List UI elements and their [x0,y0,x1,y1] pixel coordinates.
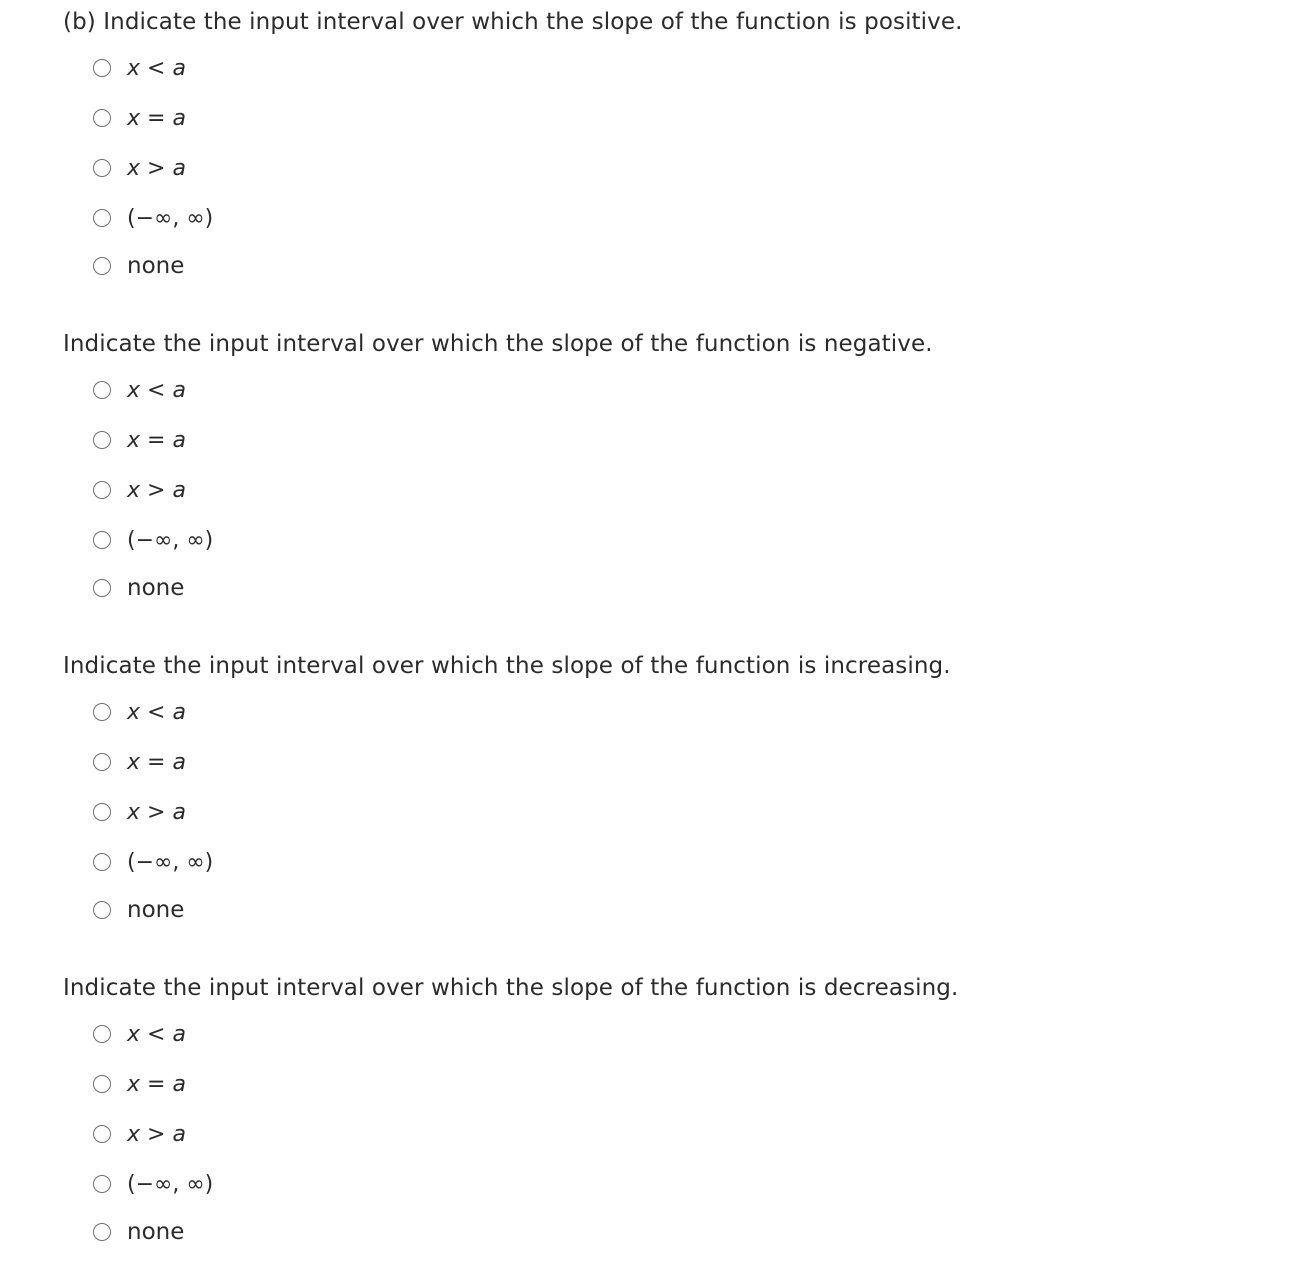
radio-button[interactable] [93,431,111,449]
option-x-equals-a[interactable] [93,748,186,776]
option-none[interactable] [93,574,184,602]
option-x-less-than-a[interactable] [93,698,186,726]
radio-button[interactable] [93,531,111,549]
option-label: none [127,897,185,923]
option-label: x = a [127,427,186,453]
radio-button[interactable] [93,109,111,127]
option-label: x < a [127,699,186,725]
option-label: none [127,253,185,279]
option-label: x > a [127,1121,186,1147]
question-slope-decreasing [63,974,1263,1245]
question-positive-slope [63,8,1263,279]
option-x-equals-a[interactable] [93,1070,186,1098]
radio-button[interactable] [93,1175,111,1193]
option-label: x > a [127,799,186,825]
option-x-less-than-a[interactable] [93,1020,186,1048]
question-prompt: Indicate the input interval over which the slope of the function is negative. [63,331,933,357]
option-label: x < a [127,1021,186,1047]
question-prompt: Indicate the input interval over which the slope of the function is decreasing. [63,975,959,1001]
option-label: (−∞, ∞) [127,1171,214,1197]
radio-button[interactable] [93,209,111,227]
radio-button[interactable] [93,579,111,597]
radio-button[interactable] [93,381,111,399]
question-prompt: (b) Indicate the input interval over which the slope of the function is positive. [63,9,963,35]
option-label: x = a [127,1071,186,1097]
option-all-reals[interactable] [93,848,213,876]
option-x-greater-than-a[interactable] [93,798,186,826]
option-all-reals[interactable] [93,1170,213,1198]
option-x-less-than-a[interactable] [93,376,186,404]
option-label: x < a [127,55,186,81]
option-x-equals-a[interactable] [93,426,186,454]
radio-button[interactable] [93,803,111,821]
radio-button[interactable] [93,159,111,177]
radio-button[interactable] [93,1075,111,1093]
radio-button[interactable] [93,703,111,721]
option-label: (−∞, ∞) [127,205,214,231]
radio-button[interactable] [93,1223,111,1241]
option-none[interactable] [93,252,184,280]
option-x-greater-than-a[interactable] [93,154,186,182]
option-all-reals[interactable] [93,526,213,554]
radio-button[interactable] [93,1025,111,1043]
question-negative-slope [63,330,1263,601]
option-label: none [127,575,185,601]
option-label: (−∞, ∞) [127,527,214,553]
option-label: (−∞, ∞) [127,849,214,875]
option-x-greater-than-a[interactable] [93,476,186,504]
option-label: x > a [127,477,186,503]
option-none[interactable] [93,1218,184,1246]
question-slope-increasing [63,652,1263,923]
radio-button[interactable] [93,753,111,771]
option-label: none [127,1219,185,1245]
option-label: x < a [127,377,186,403]
radio-button[interactable] [93,257,111,275]
option-x-less-than-a[interactable] [93,54,186,82]
option-x-equals-a[interactable] [93,104,186,132]
option-all-reals[interactable] [93,204,213,232]
radio-button[interactable] [93,481,111,499]
radio-button[interactable] [93,59,111,77]
question-prompt: Indicate the input interval over which the slope of the function is increasing. [63,653,951,679]
radio-button[interactable] [93,853,111,871]
option-x-greater-than-a[interactable] [93,1120,186,1148]
radio-button[interactable] [93,1125,111,1143]
radio-button[interactable] [93,901,111,919]
option-label: x > a [127,155,186,181]
option-label: x = a [127,749,186,775]
option-none[interactable] [93,896,184,924]
option-label: x = a [127,105,186,131]
